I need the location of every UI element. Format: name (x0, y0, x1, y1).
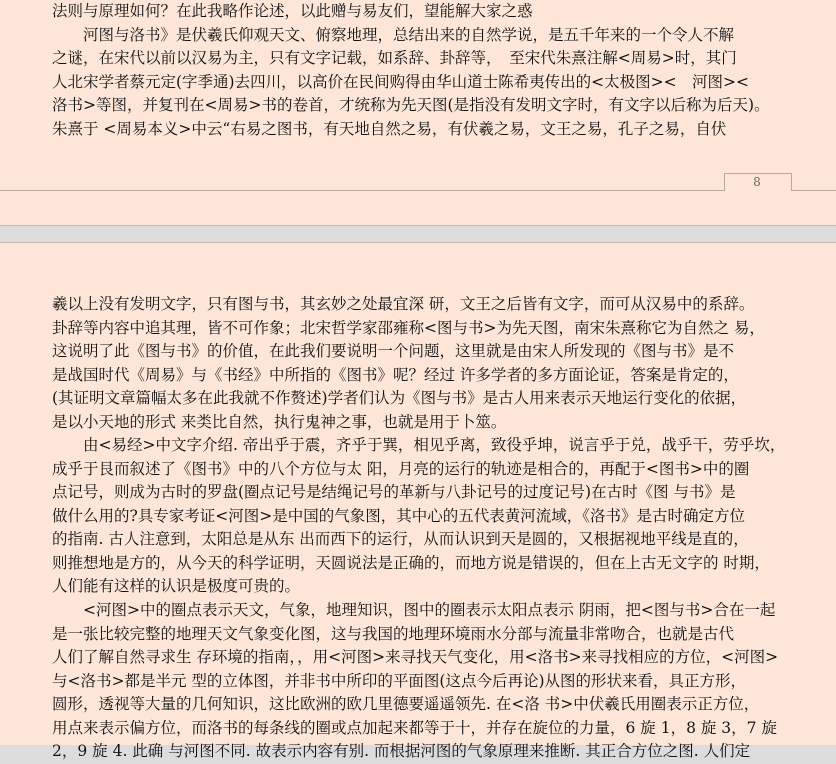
text-line: 成乎于艮而叙述了《图书》中的八个方位与太 阳，月亮的运行的轨迹是相合的，再配于<图书>中的圈 (52, 459, 750, 478)
text-line: <河图>中的圈点表示天文，气象，地理知识，图中的圈表示太阳点表示 阴雨，把<图与书>合在一起 (52, 601, 776, 619)
text-line: 则推想地是方的，从今天的科学证明，天圆说法是正确的，而地方说是错误的，但在上古无文字的 时期， (52, 553, 770, 572)
text-line: 是以小天地的形式 来类比自然，执行鬼神之事，也就是用于卜筮。 (52, 412, 507, 431)
text-line: 羲以上没有发明文字，只有图与书，其玄妙之处最宜深 研，文王之后皆有文字，而可从汉易中的系辞。 (52, 295, 755, 313)
text-line: 的指南. 古人注意到，太阳总是从东 出而西下的运行，从而认识到天是圆的，又根据视地平线是直的， (52, 530, 749, 548)
text-line: 法则与原理如何？在此我略作论述，以此赠与易友们，望能解大家之惑 (52, 2, 533, 20)
text-line: 人北宋学者蔡元定(字季通)去四川，以高价在民间购得由华山道士陈希夷传出的<太极图>< 河图>< (52, 72, 750, 91)
text-line: 卦辞等内容中追其理，皆不可作象；北宋哲学家邵雍称<图与书>为先天图，南宋朱熹称它为自然之 易， (52, 318, 765, 337)
text-line: 朱熹于 <周易本义>中云“右易之图书，有天地自然之易，有伏羲之易，文王之易，孔子之易，自伏 (52, 119, 727, 138)
text-line: 点记号，则成为古时的罗盘(圈点记号是结绳记号的革新与八卦记号的过度记号)在古时《图 与书》是 (52, 483, 736, 501)
text-line: 2，9 旋 4. 此确 与河图不同. 故表示内容有别. 而根据河图的气象原理来推断. 其正合方位之图. 人们定 (52, 742, 751, 760)
text-line: 与<洛书>都是半元 型的立体图，并非书中所印的平面图(这点今后再论)从图的形状来看，具正方形， (52, 671, 746, 690)
text-line: 河图与洛书》是伏羲氏仰观天文、俯察地理，总结出来的自然学说，是五千年来的一个令人不解 (52, 25, 735, 44)
text-line: 这说明了此《图与书》的价值，在此我们要说明一个问题，这里就是由宋人所发现的《图与书》是不 (52, 342, 735, 360)
text-line: 人们能有这样的认识是极度可贵的。 (52, 577, 301, 595)
document-page-upper (0, 0, 836, 226)
footer-rule (0, 190, 836, 191)
paragraph-1 (52, 293, 792, 599)
text-line: 洛书>等图，并复刊在<周易>书的卷首，才统称为先天图(是指没有发明文字时，有文字以后称为后天)。 (52, 96, 770, 114)
text-line: 是战国时代《周易》与《书经》中所指的《图书》呢？经过 许多学者的多方面论证，答案是肯定的， (52, 365, 739, 384)
page-upper-text (52, 0, 792, 141)
text-line: 是一张比较完整的地理天文气象变化图，这与我国的地理环境雨水分部与流量非常吻合，也就是古代 (52, 624, 735, 643)
text-line: 做什么用的?具专家考证<河图>是中国的气象图，其中心的五代表黄河流域，《洛书》是古时确定方位 (52, 506, 746, 525)
page-number: 8 (753, 175, 761, 189)
text-line: 人们了解自然寻求生 存环境的指南，，用<河图>来寻找天气变化，用<洛书>来寻找相应的方位，<河图> (52, 648, 779, 666)
document-page-lower (0, 242, 836, 760)
paragraph-2 (52, 599, 792, 764)
text-line: (其证明文章篇幅太多在此我就不作赘述)学者们认为《图与书》是古人用来表示天地运行变化的依据， (52, 389, 747, 407)
text-line: 用点来表示偏方位，而洛书的每条线的圈或点加起来都等于十，并存在旋位的力量，6 旋 1，8 旋 3，7 旋 (52, 718, 777, 737)
text-line: 由<易经>中文字介绍. 帝出乎于震，齐乎于巽，相见乎离，致役乎坤，说言乎于兑，战乎干，劳乎坎， (52, 436, 786, 454)
text-line: 之谜，在宋代以前以汉易为主，只有文字记载，如系辞、卦辞等， 至宋代朱熹注解<周易>时，其门 (52, 49, 737, 67)
text-line: 圆形，透视等大量的几何知识，这比欧洲的欧几里德要遥遥领先. 在<洛 书>中伏羲氏用圈表示正方位， (52, 695, 760, 713)
